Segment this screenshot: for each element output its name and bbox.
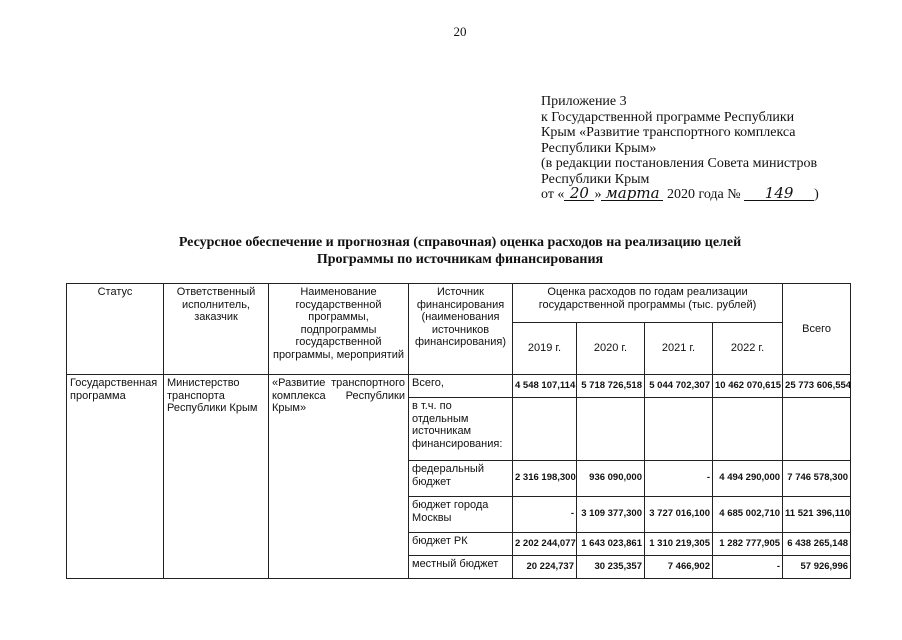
source-cell: местный бюджет	[409, 556, 513, 579]
page-number: 20	[453, 24, 467, 39]
closing-paren: )	[814, 187, 819, 202]
date-prefix: от «	[541, 187, 565, 202]
resources-table	[66, 283, 851, 579]
header-estimate: Оценка расходов по годам реализации государственной программы (тыс. рублей)	[513, 284, 783, 323]
value-2022: -	[713, 556, 783, 579]
value-2020: 936 090,000	[577, 461, 645, 497]
source-cell: в т.ч. по отдельным источникам финансирования:	[409, 398, 513, 461]
value-2021	[645, 398, 713, 461]
header-executor: Ответственный исполнитель, заказчик	[164, 284, 269, 375]
value-2019: 20 224,737	[513, 556, 577, 579]
value-total: 7 746 578,300	[783, 461, 851, 497]
value-2022	[713, 398, 783, 461]
appendix-line: (в редакции постановления Совета министров	[541, 156, 818, 171]
value-2020: 1 643 023,861	[577, 533, 645, 556]
appendix-line: Республики Крым»	[541, 140, 657, 156]
value-total: 11 521 396,110	[783, 497, 851, 533]
value-2021: 1 310 219,305	[645, 533, 713, 556]
value-2021: 3 727 016,100	[645, 497, 713, 533]
header-status: Статус	[67, 284, 164, 375]
value-2021: 7 466,902	[645, 556, 713, 579]
source-cell: бюджет РК	[409, 533, 513, 556]
value-total	[783, 398, 851, 461]
value-2020	[577, 398, 645, 461]
value-2022: 4 685 002,710	[713, 497, 783, 533]
value-2022: 10 462 070,615	[713, 375, 783, 398]
value-2020: 3 109 377,300	[577, 497, 645, 533]
value-total: 57 926,996	[783, 556, 851, 579]
value-2020: 30 235,357	[577, 556, 645, 579]
title-line-1: Ресурсное обеспечение и прогнозная (справочная) оценка расходов на реализацию целей	[178, 235, 742, 250]
value-2019: 4 548 107,114	[513, 375, 577, 398]
header-total: Всего	[783, 284, 851, 375]
year-text: 2020 года №	[666, 187, 741, 202]
value-2022: 4 494 290,000	[713, 461, 783, 497]
value-total: 25 773 606,554	[783, 375, 851, 398]
appendix-line: Крым «Развитие транспортного комплекса	[541, 125, 796, 140]
value-2019	[513, 398, 577, 461]
appendix-block	[541, 94, 881, 203]
source-cell: бюджет города Москвы	[409, 497, 513, 533]
appendix-line: к Государственной программе Республики	[541, 109, 795, 125]
value-2019: 2 316 198,300	[513, 461, 577, 497]
value-total: 6 438 265,148	[783, 533, 851, 556]
status-cell: Государственная программа	[67, 375, 164, 579]
header-name: Наименование государственной программы, подпрограммы государственной программы, мероприятий	[269, 284, 409, 375]
header-year: 2021 г.	[645, 323, 713, 375]
value-2019: 2 202 244,077	[513, 533, 577, 556]
appendix-date-line	[541, 184, 881, 203]
program-name-cell: «Развитие транспортного комплекса Республики Крым»	[269, 375, 409, 579]
document-title	[100, 234, 820, 268]
source-cell: федеральный бюджет	[409, 461, 513, 497]
header-year: 2019 г.	[513, 323, 577, 375]
handwritten-month: марта	[601, 187, 663, 201]
executor-cell: Министерство транспорта Республики Крым	[164, 375, 269, 579]
header-year: 2022 г.	[713, 323, 783, 375]
handwritten-day: 20	[564, 187, 594, 201]
value-2020: 5 718 726,518	[577, 375, 645, 398]
header-year: 2020 г.	[577, 323, 645, 375]
table-row	[67, 375, 851, 398]
source-cell: Всего,	[409, 375, 513, 398]
value-2021: -	[645, 461, 713, 497]
title-line-2: Программы по источникам финансирования	[316, 252, 604, 267]
header-row	[67, 284, 851, 323]
header-source: Источник финансирования (наименования источников финансирования)	[409, 284, 513, 375]
appendix-line: Приложение 3	[541, 94, 627, 109]
handwritten-number: 149	[744, 187, 814, 201]
value-2019: -	[513, 497, 577, 533]
value-2021: 5 044 702,307	[645, 375, 713, 398]
appendix-line: Республики Крым	[541, 171, 650, 187]
date-separator: »	[594, 187, 602, 202]
value-2022: 1 282 777,905	[713, 533, 783, 556]
